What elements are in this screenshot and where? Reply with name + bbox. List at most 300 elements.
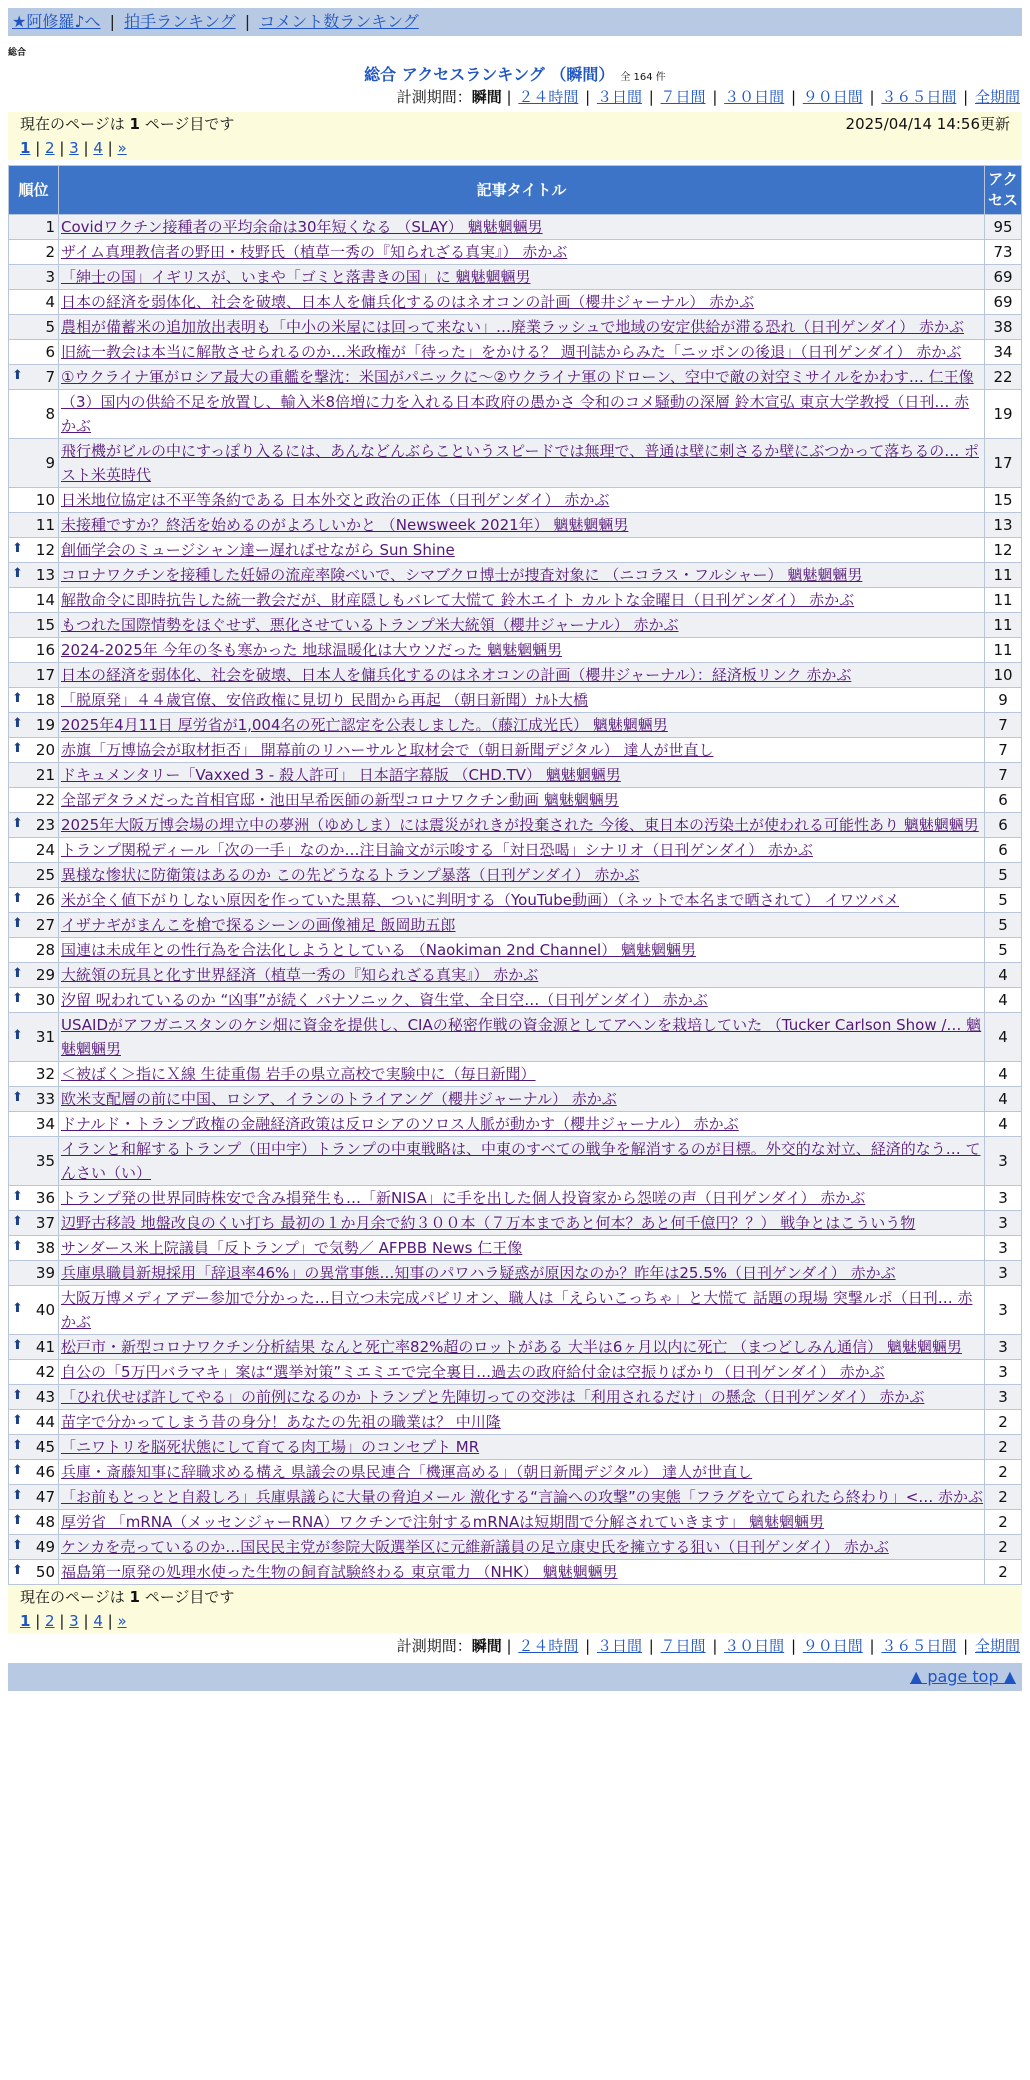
table-row	[9, 963, 1022, 988]
title-cell	[59, 1286, 985, 1335]
rank-up-icon: ⬆	[12, 1538, 23, 1553]
rank-number: 42	[35, 1363, 55, 1381]
article-link[interactable]: USAIDがアフガニスタンのケシ畑に資金を提供し、CIAの秘密作戦の資金源としてアヘンを栽培していた （Tucker Carlson Show /… 魑魅魍魎男	[61, 1016, 982, 1058]
article-link[interactable]: 「紳士の国」イギリスが、いまや「ゴミと落書きの国」に 魑魅魍魎男	[61, 268, 531, 286]
access-count: 2	[985, 1410, 1022, 1435]
top-nav-bar	[8, 8, 1022, 36]
rank-number: 15	[35, 616, 55, 634]
page-separator: |	[54, 139, 70, 157]
access-count: 3	[985, 1385, 1022, 1410]
rank-cell	[9, 488, 59, 513]
rank-number: 43	[35, 1388, 55, 1406]
article-link[interactable]: 「脱原発」４４歳官僚、安倍政権に見切り 民間から再起 （朝日新聞）ﾅﾙﾄ大橋	[61, 691, 589, 709]
article-link[interactable]: イザナギがまんこを槍で探るシーンの画像補足 飯岡助五郎	[61, 916, 456, 934]
table-row	[9, 1112, 1022, 1137]
period-link[interactable]: 全期間	[974, 1637, 1020, 1655]
title-cell	[59, 1385, 985, 1410]
rank-cell	[9, 513, 59, 538]
title-cell	[59, 1261, 985, 1286]
access-count: 9	[985, 688, 1022, 713]
access-count: 11	[985, 613, 1022, 638]
rank-up-icon: ⬆	[12, 1463, 23, 1478]
page-status-prefix: 現在のページは	[20, 115, 125, 133]
access-count: 3	[985, 1286, 1022, 1335]
article-link[interactable]: イランと和解するトランプ（田中宇）トランプの中東戦略は、中東のすべての戦争を解消するのが目標。外交的な対立、経済的なう… てんさい（い）	[61, 1140, 981, 1182]
table-row	[9, 1510, 1022, 1535]
rank-cell	[9, 439, 59, 488]
period-current: 瞬間	[471, 1637, 502, 1655]
access-count: 69	[985, 290, 1022, 315]
period-separator: |	[786, 1637, 801, 1655]
rank-cell	[9, 1560, 59, 1585]
article-link[interactable]: 厚労省 「mRNA（メッセンジャーRNA）ワクチンで注射するmRNAは短期間で分解されていきます」 魑魅魍魎男	[61, 1513, 825, 1531]
access-count: 69	[985, 265, 1022, 290]
access-count: 3	[985, 1261, 1022, 1286]
access-count: 11	[985, 588, 1022, 613]
rank-up-icon: ⬆	[12, 368, 23, 383]
article-link[interactable]: 日本の経済を弱体化、社会を破壊、日本人を傭兵化するのはネオコンの計画（櫻井ジャーナル）：経済板リンク 赤かぶ	[61, 666, 852, 684]
page-status-suffix: ページ目です	[144, 1588, 235, 1606]
article-link[interactable]: 日本の経済を弱体化、社会を破壊、日本人を傭兵化するのはネオコンの計画（櫻井ジャーナル） 赤かぶ	[61, 293, 755, 311]
rank-cell	[9, 1460, 59, 1485]
period-link[interactable]: ２４時間	[518, 88, 579, 106]
rank-cell	[9, 390, 59, 439]
access-count: 3	[985, 1360, 1022, 1385]
title-cell	[59, 963, 985, 988]
page-link[interactable]: 2	[45, 139, 55, 157]
rank-number: 48	[35, 1513, 55, 1531]
page-separator: |	[78, 139, 94, 157]
title-cell	[59, 763, 985, 788]
period-selector-bottom	[397, 1635, 1022, 1656]
rank-up-icon: ⬆	[12, 1563, 23, 1578]
rank-up-icon: ⬆	[12, 1239, 23, 1254]
article-link[interactable]: ドナルド・トランプ政権の金融経済政策は反ロシアのソロス人脈が動かす（櫻井ジャーナル） 赤かぶ	[61, 1115, 739, 1133]
title-cell	[59, 1460, 985, 1485]
access-count: 38	[985, 315, 1022, 340]
rank-number: 12	[35, 541, 55, 559]
rank-cell	[9, 563, 59, 588]
table-row	[9, 1013, 1022, 1062]
rank-number: 8	[45, 405, 55, 423]
rank-number: 24	[35, 841, 55, 859]
rank-cell	[9, 813, 59, 838]
period-link[interactable]: ９０日間	[802, 88, 863, 106]
article-link[interactable]: 農相が備蓄米の追加放出表明も「中小の米屋には回って来ない」…廃業ラッシュで地域の安定供給が滞る恐れ（日刊ゲンダイ） 赤かぶ	[61, 318, 964, 336]
table-row	[9, 439, 1022, 488]
rank-cell	[9, 1360, 59, 1385]
rank-up-icon: ⬆	[12, 1301, 23, 1316]
article-link[interactable]: 創価学会のミュージシャン達ー遅ればせながら Sun Shine	[61, 541, 455, 559]
rank-up-icon: ⬆	[12, 1189, 23, 1204]
rank-number: 36	[35, 1189, 55, 1207]
article-link[interactable]: 「ニワトリを脳死状態にして育てる肉工場」のコンセプト MR	[61, 1438, 480, 1456]
page-link[interactable]: 1	[20, 1612, 31, 1630]
table-row	[9, 1535, 1022, 1560]
rank-up-icon: ⬆	[12, 1488, 23, 1503]
table-row	[9, 788, 1022, 813]
article-link[interactable]: ザイム真理教信者の野田・枝野氏（植草一秀の『知られざる真実』） 赤かぶ	[61, 243, 568, 261]
table-header-row	[9, 166, 1022, 215]
access-count: 17	[985, 439, 1022, 488]
period-link[interactable]: ３０日間	[724, 88, 785, 106]
page-separator: |	[30, 139, 46, 157]
table-row	[9, 538, 1022, 563]
table-row	[9, 988, 1022, 1013]
next-page-link[interactable]: »	[117, 1612, 127, 1630]
category-label: 総合	[8, 48, 27, 58]
access-count: 2	[985, 1460, 1022, 1485]
rank-up-icon: ⬆	[12, 691, 23, 706]
table-row	[9, 215, 1022, 240]
ranking-table	[8, 165, 1022, 1585]
period-link[interactable]: ９０日間	[802, 1637, 863, 1655]
article-link[interactable]: 兵庫・斎藤知事に辞職求める構え 県議会の県民連合「機運高める」（朝日新聞デジタル） 達人が世直し	[61, 1463, 753, 1481]
access-count: 11	[985, 563, 1022, 588]
title-cell	[59, 290, 985, 315]
rank-number: 1	[45, 218, 55, 236]
article-link[interactable]: 解散命令に即時抗告した統一教会だが、財産隠しもバレて大慌て 鈴木エイト カルトな金曜日（日刊ゲンダイ） 赤かぶ	[61, 591, 855, 609]
table-row	[9, 713, 1022, 738]
table-row	[9, 365, 1022, 390]
title-cell	[59, 988, 985, 1013]
article-link[interactable]: 兵庫県職員新規採用「辞退率46%」の異常事態…知事のパワハラ疑惑が原因なのか？昨年は25.5%（日刊ゲンダイ） 赤かぶ	[61, 1264, 896, 1282]
rank-cell	[9, 1535, 59, 1560]
rank-cell	[9, 538, 59, 563]
article-link[interactable]: 2024-2025年 今年の冬も寒かった 地球温暖化は大ウソだった 魑魅魍魎男	[61, 641, 563, 659]
title-cell	[59, 1186, 985, 1211]
rank-number: 29	[35, 966, 55, 984]
rank-number: 2	[45, 243, 55, 261]
table-row	[9, 613, 1022, 638]
access-count: 6	[985, 813, 1022, 838]
rank-number: 20	[35, 741, 55, 759]
title-cell	[59, 713, 985, 738]
article-link[interactable]: 米が全く値下がりしない原因を作っていた黒幕、ついに判明する（YouTube動画）（ネットで本名まで晒されて） イワツバメ	[61, 891, 899, 909]
article-link[interactable]: 旧統一教会は本当に解散させられるのか…米政権が「待った」をかける？ 週刊誌からみた「ニッポンの後退」（日刊ゲンダイ） 赤かぶ	[61, 343, 962, 361]
rank-up-icon: ⬆	[12, 1413, 23, 1428]
article-link[interactable]: 松戸市・新型コロナワクチン分析結果 なんと死亡率82%超のロットがある 大半は6ヶ月以内に死亡 （まつどしみん通信） 魑魅魍魎男	[61, 1338, 962, 1356]
page-top-link[interactable]: ▲ page top ▲	[909, 1667, 1016, 1686]
rank-number: 7	[45, 368, 55, 386]
rank-number: 35	[35, 1152, 55, 1170]
article-link[interactable]: 自公の「5万円バラマキ」案は“選挙対策”ミエミエで完全裏目…過去の政府給付金は空振りばかり（日刊ゲンダイ） 赤かぶ	[61, 1363, 885, 1381]
article-link[interactable]: （3）国内の供給不足を放置し、輸入米8倍増に力を入れる日本政府の愚かさ 令和のコメ騒動の深層 鈴木宣弘 東京大学教授（日刊… 赤かぶ	[61, 393, 970, 435]
table-row	[9, 663, 1022, 688]
access-count: 4	[985, 1087, 1022, 1112]
title-cell	[59, 613, 985, 638]
article-link[interactable]: Covidワクチン接種者の平均余命は30年短くなる （SLAY） 魑魅魍魎男	[61, 218, 543, 236]
article-link[interactable]: 2025年大阪万博会場の埋立中の夢洲（ゆめしま）には震災がれきが投棄された 今後、東日本の汚染土が使われる可能性あり 魑魅魍魎男	[61, 816, 979, 834]
access-count: 6	[985, 788, 1022, 813]
page-title: 総合 アクセスランキング （瞬間）	[364, 65, 615, 84]
period-link[interactable]: 全期間	[974, 88, 1020, 106]
title-cell	[59, 1485, 985, 1510]
title-cell	[59, 1062, 985, 1087]
access-count: 2	[985, 1560, 1022, 1585]
article-link[interactable]: 福島第一原発の処理水使った生物の飼育試験終わる 東京電力 （NHK） 魑魅魍魎男	[61, 1563, 618, 1581]
rank-cell	[9, 888, 59, 913]
rank-number: 4	[45, 293, 55, 311]
title-cell	[59, 563, 985, 588]
access-count: 3	[985, 1236, 1022, 1261]
rank-number: 22	[35, 791, 55, 809]
article-link[interactable]: 赤旗「万博協会が取材拒否」 開幕前のリハーサルと取材会で（朝日新聞デジタル） 達人が世直し	[61, 741, 714, 759]
page-link[interactable]: 4	[93, 1612, 103, 1630]
article-link[interactable]: 「ひれ伏せば許してやる」の前例になるのか トランプと先陣切っての交渉は「利用されるだけ」の懸念（日刊ゲンダイ） 赤かぶ	[61, 1388, 925, 1406]
bottom-bar	[8, 1663, 1022, 1691]
table-row	[9, 1485, 1022, 1510]
article-link[interactable]: ①ウクライナ軍がロシア最大の重艦を撃沈：米国がパニックに〜②ウクライナ軍のドローン、空中で敵の対空ミサイルをかわす… 仁王像	[61, 368, 974, 386]
period-link[interactable]: ７日間	[660, 88, 706, 106]
page-separator: |	[54, 1612, 70, 1630]
home-link[interactable]: ★阿修羅♪へ	[12, 12, 101, 31]
rank-number: 30	[35, 991, 55, 1009]
period-separator: |	[707, 1637, 723, 1655]
article-link[interactable]: 苗字で分かってしまう昔の身分！あなたの先祖の職業は？ 中川隆	[61, 1413, 501, 1431]
period-separator: |	[958, 1637, 973, 1655]
rank-cell	[9, 738, 59, 763]
period-separator: |	[580, 88, 595, 106]
article-link[interactable]: ＜被ばく＞指にＸ線 生徒重傷 岩手の県立高校で実験中に（毎日新聞）	[61, 1065, 536, 1083]
rank-up-icon: ⬆	[12, 1338, 23, 1353]
table-row	[9, 688, 1022, 713]
rank-up-icon: ⬆	[12, 816, 23, 831]
table-row	[9, 638, 1022, 663]
article-link[interactable]: 2025年4月11日 厚労省が1,004名の死亡認定を公表しました。（藤江成光氏） 魑魅魍魎男	[61, 716, 668, 734]
page-link[interactable]: 2	[45, 1612, 55, 1630]
period-link[interactable]: ７日間	[660, 1637, 706, 1655]
access-count: 2	[985, 1435, 1022, 1460]
period-link[interactable]: ３６５日間	[881, 1637, 957, 1655]
table-row	[9, 813, 1022, 838]
rank-number: 46	[35, 1463, 55, 1481]
rank-number: 26	[35, 891, 55, 909]
page-link[interactable]: 4	[93, 139, 103, 157]
access-count: 34	[985, 340, 1022, 365]
article-link[interactable]: 国連は未成年との性行為を合法化しようとしている （Naokiman 2nd Channel） 魑魅魍魎男	[61, 941, 696, 959]
title-cell	[59, 488, 985, 513]
table-row	[9, 1286, 1022, 1335]
rank-number: 5	[45, 318, 55, 336]
rank-number: 28	[35, 941, 55, 959]
access-count: 7	[985, 713, 1022, 738]
article-link[interactable]: 飛行機がビルの中にすっぽり入るには、あんなどんぶらこというスピードでは無理で、普通は壁に刺さるか壁にぶつかって落ちるの… ポスト米英時代	[61, 442, 979, 484]
page-separator: |	[102, 139, 118, 157]
rank-cell	[9, 638, 59, 663]
title-cell	[59, 1560, 985, 1585]
rank-cell	[9, 713, 59, 738]
rank-number: 40	[35, 1301, 55, 1319]
access-count: 22	[985, 365, 1022, 390]
table-row	[9, 1560, 1022, 1585]
article-link[interactable]: サンダース米上院議員「反トランプ」で気勢／ AFPBB News 仁王像	[61, 1239, 523, 1257]
article-link[interactable]: 未接種ですか？終活を始めるのがよろしいかと （Newsweek 2021年） 魑魅魍魎男	[61, 516, 629, 534]
page-link[interactable]: 3	[69, 139, 79, 157]
table-row	[9, 1261, 1022, 1286]
article-link[interactable]: 大阪万博メディアデー参加で分かった…目立つ未完成パビリオン、職人は「えらいこっちゃ」と大慌て 話題の現場 突撃ルポ（日刊… 赤かぶ	[61, 1289, 973, 1331]
article-link[interactable]: もつれた国際情勢をほぐせず、悪化させているトランプ米大統領（櫻井ジャーナル） 赤かぶ	[61, 616, 679, 634]
title-cell	[59, 938, 985, 963]
table-row	[9, 938, 1022, 963]
period-separator: |	[864, 1637, 880, 1655]
article-link[interactable]: ケンカを売っているのか…国民民主党が参院大阪選挙区に元維新議員の足立康史氏を擁立する狙い（日刊ゲンダイ） 赤かぶ	[61, 1538, 889, 1556]
article-link[interactable]: 汐留 呪われているのか “凶事”が続く パナソニック、資生堂、全日空…（日刊ゲンダイ） 赤かぶ	[61, 991, 708, 1009]
access-count: 4	[985, 1112, 1022, 1137]
period-separator: |	[958, 88, 973, 106]
rank-number: 50	[35, 1563, 55, 1581]
rank-cell	[9, 1087, 59, 1112]
article-link[interactable]: トランプ関税ディール「次の一手」なのか…注目論文が示唆する「対日恐喝」シナリオ（日刊ゲンダイ） 赤かぶ	[61, 841, 813, 859]
rank-cell	[9, 863, 59, 888]
access-count: 4	[985, 1062, 1022, 1087]
rank-up-icon: ⬆	[12, 1388, 23, 1403]
title-cell	[59, 340, 985, 365]
article-link[interactable]: 「お前もとっとと自殺しろ」兵庫県議らに大量の脅迫メール 激化する“言論への攻撃”の実態「フラグを立てられたら終わり」<… 赤かぶ	[61, 1488, 984, 1506]
rank-number: 33	[35, 1090, 55, 1108]
page-separator: |	[78, 1612, 94, 1630]
title-cell	[59, 1013, 985, 1062]
access-count: 5	[985, 863, 1022, 888]
rank-cell	[9, 1485, 59, 1510]
article-link[interactable]: 大統領の玩具と化す世界経済（植草一秀の『知られざる真実』） 赤かぶ	[61, 966, 539, 984]
rank-number: 32	[35, 1065, 55, 1083]
access-count: 95	[985, 215, 1022, 240]
table-row	[9, 1360, 1022, 1385]
title-cell	[59, 1410, 985, 1435]
table-row	[9, 1062, 1022, 1087]
rank-cell	[9, 1261, 59, 1286]
rank-cell	[9, 963, 59, 988]
access-count: 15	[985, 488, 1022, 513]
title-cell	[59, 513, 985, 538]
table-row	[9, 563, 1022, 588]
article-link[interactable]: トランプ発の世界同時株安で含み損発生も…「新NISA」に手を出した個人投資家から怨嗟の声（日刊ゲンダイ） 赤かぶ	[61, 1189, 866, 1207]
period-separator: |	[786, 88, 801, 106]
header-rank: 順位	[9, 166, 59, 215]
access-count: 7	[985, 763, 1022, 788]
page-link[interactable]: 3	[69, 1612, 79, 1630]
rank-up-icon: ⬆	[12, 916, 23, 931]
page-links	[20, 1609, 1010, 1633]
rank-number: 31	[35, 1028, 55, 1046]
header-count: アクセス	[985, 166, 1022, 215]
rank-up-icon: ⬆	[12, 991, 23, 1006]
comment-ranking-link[interactable]: コメント数ランキング	[259, 12, 419, 31]
updated-timestamp: 2025/04/14 14:56更新	[845, 115, 1010, 133]
title-cell	[59, 638, 985, 663]
table-row	[9, 588, 1022, 613]
table-row	[9, 1186, 1022, 1211]
title-cell	[59, 215, 985, 240]
rank-number: 11	[35, 516, 55, 534]
table-row	[9, 340, 1022, 365]
period-separator: |	[501, 88, 517, 106]
rank-up-icon: ⬆	[12, 1028, 23, 1043]
rank-cell	[9, 988, 59, 1013]
clap-ranking-link[interactable]: 拍手ランキング	[124, 12, 236, 31]
access-count: 73	[985, 240, 1022, 265]
access-count: 10	[985, 663, 1022, 688]
article-link[interactable]: 全部デタラメだった首相官邸・池田早希医師の新型コロナワクチン動画 魑魅魍魎男	[61, 791, 619, 809]
rank-number: 47	[35, 1488, 55, 1506]
title-cell	[59, 1236, 985, 1261]
article-link[interactable]: コロナワクチンを接種した妊婦の流産率険べいで、シマブクロ博士が捜査対象に （ニコラス・フルシャー） 魑魅魍魎男	[61, 566, 863, 584]
period-separator: |	[501, 1637, 517, 1655]
table-row	[9, 488, 1022, 513]
access-count: 5	[985, 888, 1022, 913]
article-link[interactable]: 異様な惨状に防衛策はあるのか この先どうなるトランプ暴落（日刊ゲンダイ） 赤かぶ	[61, 866, 640, 884]
table-row	[9, 240, 1022, 265]
title-cell	[59, 838, 985, 863]
page-status-current: 1	[129, 115, 140, 133]
title-cell	[59, 813, 985, 838]
rank-cell	[9, 588, 59, 613]
rank-cell	[9, 340, 59, 365]
rank-cell	[9, 1435, 59, 1460]
rank-number: 19	[35, 716, 55, 734]
table-row	[9, 1335, 1022, 1360]
access-count: 6	[985, 838, 1022, 863]
rank-cell	[9, 763, 59, 788]
pager-top	[8, 112, 1022, 160]
period-separator: |	[643, 88, 659, 106]
table-row	[9, 1211, 1022, 1236]
rank-up-icon: ⬆	[12, 541, 23, 556]
table-row	[9, 738, 1022, 763]
title-cell	[59, 663, 985, 688]
title-cell	[59, 240, 985, 265]
access-count: 3	[985, 1137, 1022, 1186]
title-cell	[59, 863, 985, 888]
table-row	[9, 265, 1022, 290]
period-link[interactable]: ３６５日間	[881, 88, 957, 106]
rank-cell	[9, 1385, 59, 1410]
article-link[interactable]: 辺野古移設 地盤改良のくい打ち 最初の１か月余で約３００本（７万本まであと何本？あと何千億円？？） 戦争とはこういう物	[61, 1214, 916, 1232]
article-link[interactable]: ドキュメンタリー「Vaxxed 3 - 殺人許可」 日本語字幕版 （CHD.TV） 魑魅魍魎男	[61, 766, 621, 784]
page-links	[20, 136, 1010, 160]
access-count: 19	[985, 390, 1022, 439]
table-row	[9, 1137, 1022, 1186]
rank-cell	[9, 1335, 59, 1360]
nav-separator: |	[109, 12, 116, 31]
rank-cell	[9, 1186, 59, 1211]
rank-number: 39	[35, 1264, 55, 1282]
period-link[interactable]: ３日間	[596, 88, 642, 106]
rank-cell	[9, 938, 59, 963]
rank-up-icon: ⬆	[12, 741, 23, 756]
access-count: 7	[985, 738, 1022, 763]
next-page-link[interactable]: »	[117, 139, 127, 157]
nav-separator: |	[244, 12, 251, 31]
rank-number: 16	[35, 641, 55, 659]
page-link[interactable]: 1	[20, 139, 31, 157]
table-row	[9, 763, 1022, 788]
article-link[interactable]: 欧米支配層の前に中国、ロシア、イランのトライアング（櫻井ジャーナル） 赤かぶ	[61, 1090, 617, 1108]
rank-number: 37	[35, 1214, 55, 1232]
rank-cell	[9, 315, 59, 340]
period-link[interactable]: ３日間	[596, 1637, 642, 1655]
period-link[interactable]: ３０日間	[724, 1637, 785, 1655]
title-cell	[59, 1535, 985, 1560]
article-link[interactable]: 日米地位協定は不平等条約である 日本外交と政治の正体（日刊ゲンダイ） 赤かぶ	[61, 491, 610, 509]
rank-cell	[9, 663, 59, 688]
rank-cell	[9, 215, 59, 240]
title-cell	[59, 913, 985, 938]
period-link[interactable]: ２４時間	[518, 1637, 579, 1655]
table-row	[9, 838, 1022, 863]
rank-cell	[9, 1510, 59, 1535]
